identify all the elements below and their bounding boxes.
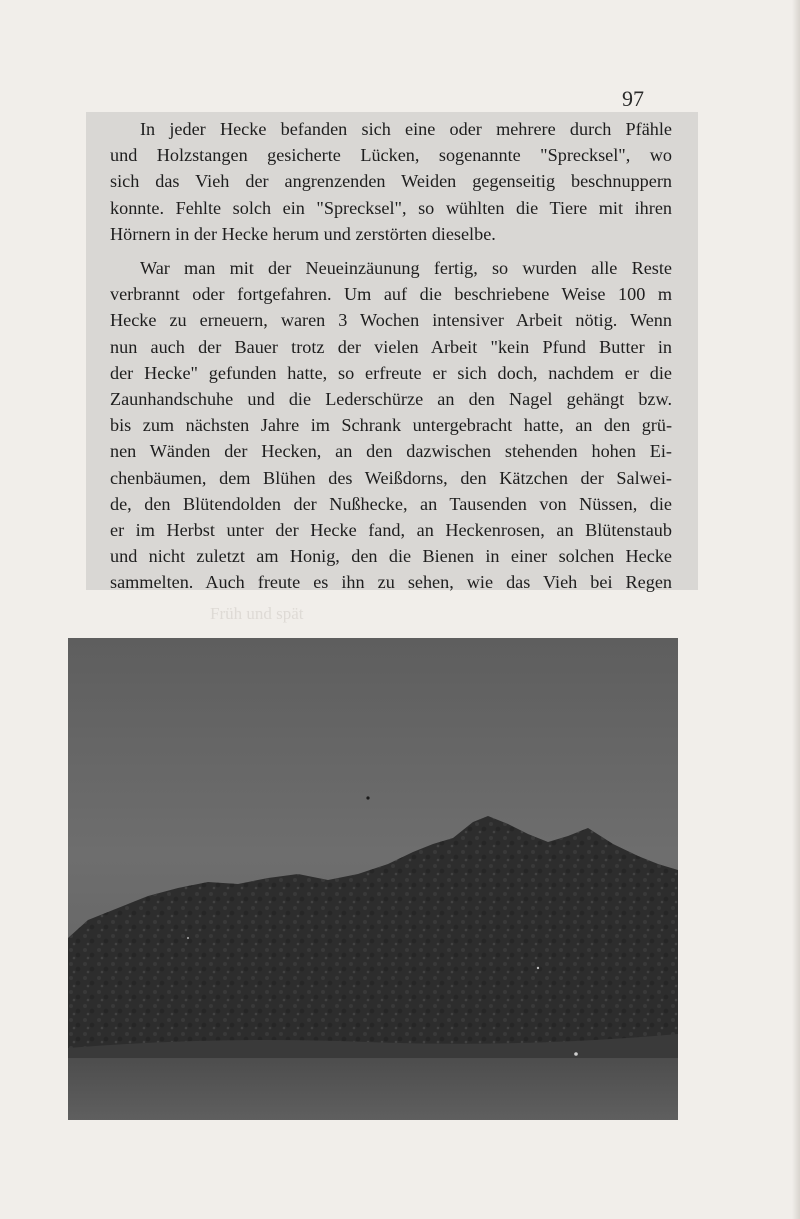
text-line: verbrannt oder fortgefahren. Um auf die beschriebene Weise 100 m [110,284,672,305]
text-line: bis zum nächsten Jahre im Schrank untergebracht hatte, an den grü- [110,415,672,436]
text-line: de, den Blütendolden der Nußhecke, an Tausenden von Nüssen, die [110,493,672,514]
page-edge [792,0,800,1219]
text-line: sich das Vieh der angrenzenden Weiden gegenseitig beschnuppern [110,171,672,192]
photo-ground [68,1048,678,1120]
text-line: chenbäumen, dem Blühen des Weißdorns, den Kätzchen der Salwei- [110,467,672,488]
paragraph-2 [110,255,672,596]
text-line: und nicht zuletzt am Honig, den die Bienen in einer solchen Hecke [110,546,672,567]
paragraph-1 [110,116,672,247]
text-line: Hörnern in der Hecke herum und zerstörten dieselbe. [110,223,496,244]
text-line: Zaunhandschuhe und die Lederschürze an den Nagel gehängt bzw. [110,389,672,410]
text-line: konnte. Fehlte solch ein "Sprecksel", so wühlten die Tiere mit ihren [110,197,672,218]
text-line: nun auch der Bauer trotz der vielen Arbeit "kein Pfund Butter in [110,336,672,357]
text-line: Hecke zu erneuern, waren 3 Wochen intensiver Arbeit nötig. Wenn [110,310,672,331]
page-number: 97 [622,86,644,111]
hedge-photograph [68,638,678,1120]
body-text [110,116,672,604]
text-line: der Hecke" gefunden hatte, so erfreute er sich doch, nachdem er die [110,362,672,383]
text-line: War man mit der Neueinzäunung fertig, so wurden alle Reste [140,258,672,279]
text-line: nen Wänden der Hecken, an den dazwischen stehenden hohen Ei- [110,441,672,462]
text-line: In jeder Hecke befanden sich eine oder mehrere durch Pfähle [140,119,672,139]
text-line: er im Herbst unter der Hecke fand, an Heckenrosen, an Blütenstaub [110,520,672,541]
text-line: sammelten. Auch freute es ihn zu sehen, wie das Vieh bei Regen [110,572,672,593]
text-line: und Holzstangen gesicherte Lücken, sogenannte "Sprecksel", wo [110,145,672,166]
bleed-through-text: Früh und spät [210,604,304,623]
